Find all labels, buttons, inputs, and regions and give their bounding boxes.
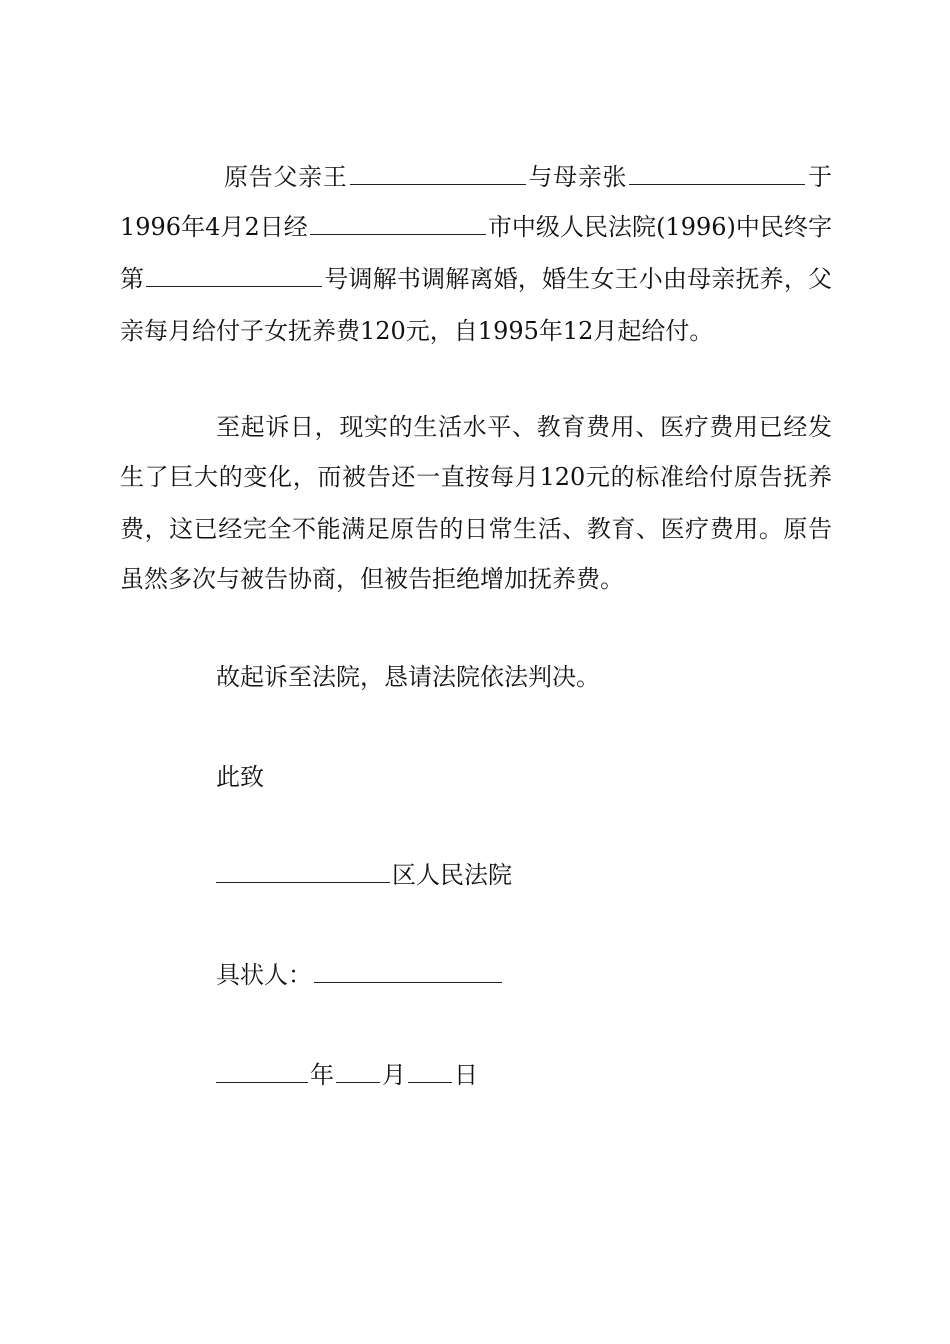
date-line xyxy=(216,1058,478,1092)
paragraph1-line4: 亲每月给付子女抚养费120元，自1995年12月起给付。 xyxy=(120,317,714,345)
paragraph1-line2 xyxy=(120,210,832,244)
blank-field xyxy=(216,858,390,883)
text: 1996年4月2日经 xyxy=(120,213,308,241)
paragraph2-line3: 费，这已经完全不能满足原告的日常生活、教育、医疗费用。原告 xyxy=(120,515,832,543)
text: 第 xyxy=(120,265,145,293)
text: 市中级人民法院(1996)中民终字 xyxy=(487,213,832,241)
month-blank-field xyxy=(336,1058,380,1083)
year-blank-field xyxy=(216,1058,308,1083)
blank-field xyxy=(629,160,805,185)
day-label: 日 xyxy=(454,1061,478,1089)
text: 原告父亲王 xyxy=(224,163,348,191)
year-label: 年 xyxy=(310,1061,334,1089)
salutation: 此致 xyxy=(216,763,264,791)
blank-field xyxy=(310,210,486,235)
paragraph2-line4: 虽然多次与被告协商，但被告拒绝增加抚养费。 xyxy=(120,565,624,593)
paragraph1-line1 xyxy=(120,160,832,194)
signer-line xyxy=(216,958,504,992)
paragraph3: 故起诉至法院，恳请法院依法判决。 xyxy=(216,663,600,691)
court-line xyxy=(216,858,512,892)
paragraph2-line2: 生了巨大的变化，而被告还一直按每月120元的标准给付原告抚养 xyxy=(120,463,832,491)
blank-field xyxy=(146,262,322,287)
signer-label: 具状人： xyxy=(216,961,312,989)
paragraph2-line1: 至起诉日，现实的生活水平、教育费用、医疗费用已经发 xyxy=(216,413,832,441)
text: 于 xyxy=(807,163,833,191)
blank-field xyxy=(350,160,526,185)
signer-blank-field xyxy=(314,958,502,983)
day-blank-field xyxy=(408,1058,452,1083)
court-name: 区人民法院 xyxy=(392,861,512,889)
text: 与母亲张 xyxy=(527,163,628,191)
month-label: 月 xyxy=(382,1061,406,1089)
paragraph1-line3 xyxy=(120,262,832,296)
text: 号调解书调解离婚，婚生女王小由母亲抚养，父 xyxy=(324,265,833,293)
